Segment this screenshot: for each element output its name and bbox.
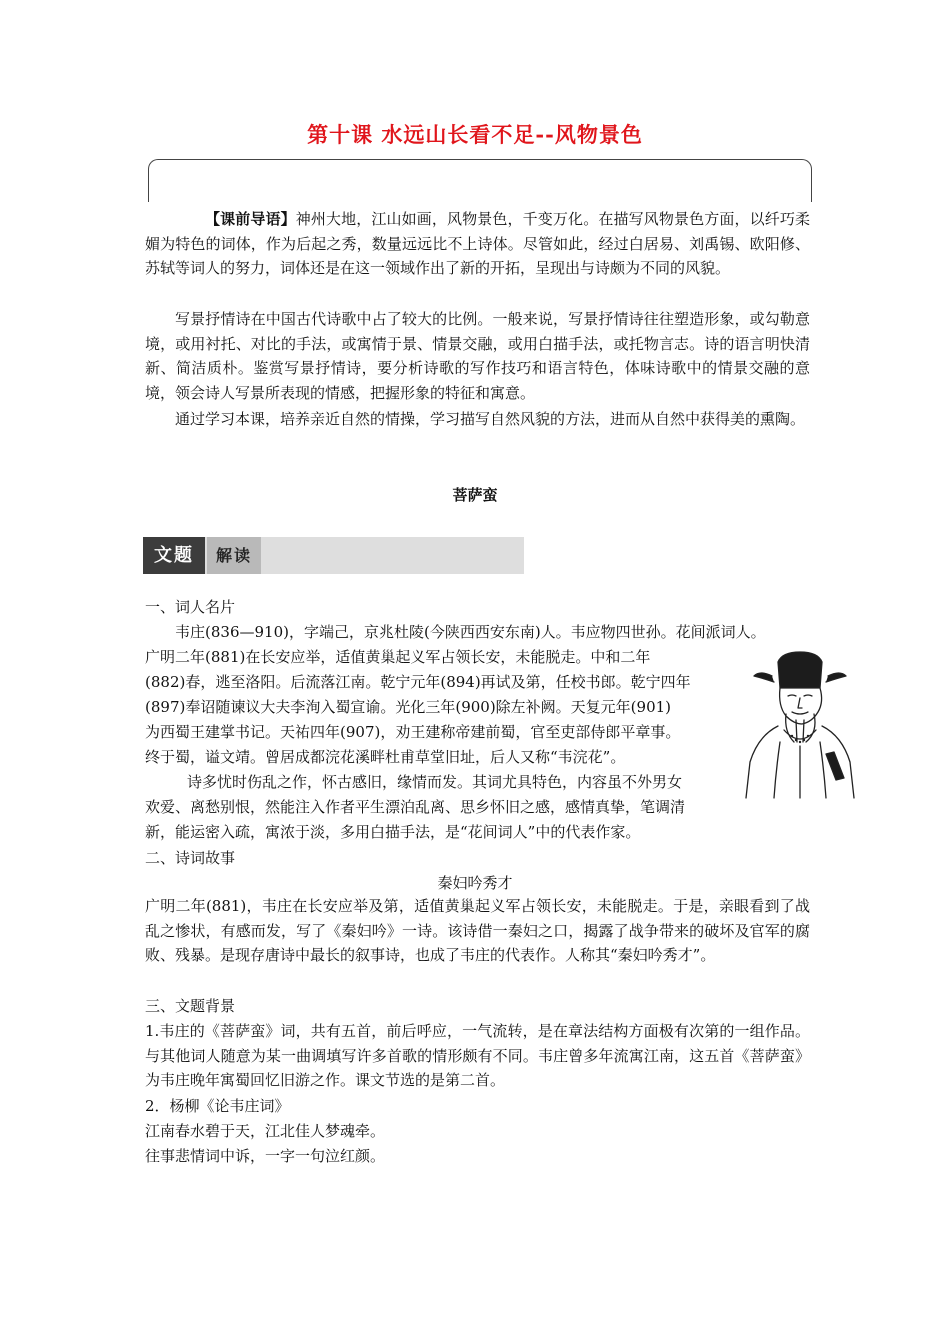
- section1-heading: 一、词人名片: [145, 598, 236, 616]
- intro-paragraph-1: [145, 207, 810, 281]
- bio-line: (897)奉诏随谏议大夫李洵入蜀宣谕。光化三年(900)除左补阙。天复元年(901): [145, 698, 672, 716]
- bio-line: 新，能运密入疏，寓浓于淡，多用白描手法，是“花间词人”中的代表作家。: [145, 823, 641, 841]
- story-title: 秦妇吟秀才: [437, 874, 513, 892]
- intro-paragraph-3: 通过学习本课，培养亲近自然的情操，学习描写自然风貌的方法，进而从自然中获得美的熏陶。: [175, 410, 806, 428]
- story-text: 广明二年(881)，韦庄在长安应举及第，适值黄巢起义军占领长安，未能脱走。于是，亲眼看到了战乱之惨状，有感而发，写了《秦妇吟》一诗。该诗借一秦妇之口，揭露了战争带来的破坏及官军的腐败、残暴。是现存唐诗中最长的叙事诗，也成了韦庄的代表作。人称其“秦妇吟秀才”。: [145, 897, 810, 964]
- section3-heading: 三、文题背景: [145, 997, 236, 1015]
- bio-line: 为西蜀王建掌书记。天祐四年(907)，劝王建称帝建前蜀，官至吏部侍郎平章事。: [145, 723, 681, 741]
- intro-lead: 【课前导语】: [205, 210, 296, 228]
- verse-line-1: 江南春水碧于天，江北佳人梦魂牵。: [145, 1122, 386, 1140]
- poet-portrait: [740, 650, 860, 800]
- bio-line: 终于蜀，谥文靖。曾居成都浣花溪畔杜甫草堂旧址，后人又称“韦浣花”。: [145, 748, 626, 766]
- section2-heading: 二、诗词故事: [145, 849, 236, 867]
- banner-label-2: 解读: [207, 537, 261, 574]
- bio-line: (882)春，逃至洛阳。后流落江南。乾宁元年(894)再试及第，任校书郎。乾宁四年: [145, 673, 691, 691]
- poem-title: 菩萨蛮: [452, 486, 498, 504]
- intro-paragraph-2: 写景抒情诗在中国古代诗歌中占了较大的比例。一般来说，写景抒情诗往往塑造形象，或勾勒意境，或用衬托、对比的手法，或寓情于景、情景交融，或用白描手法，或托物言志。诗的语言明快清新、简洁质朴。鉴赏写景抒情诗，要分析诗歌的写作技巧和语言特色，体味诗歌中的情景交融的意境，领会诗人写景所表现的情感，把握形象的特征和寓意。: [145, 310, 810, 402]
- intro-text-1: 神州大地，江山如画，风物景色，千变万化。在描写风物景色方面，以纤巧柔媚为特色的词体，作为后起之秀，数量远远比不上诗体。尽管如此，经过白居易、刘禹锡、欧阳修、苏轼等词人的努力，词体还是在这一领域作出了新的开拓，呈现出与诗颇为不同的风貌。: [145, 210, 810, 277]
- intro-frame: [148, 159, 812, 202]
- section-banner: [143, 537, 524, 574]
- banner-label-1: 文题: [143, 537, 205, 574]
- page-title: 第十课 水远山长看不足--风物景色: [307, 122, 643, 147]
- bio-line: 韦庄(836—910)，字端己，京兆杜陵(今陕西西安东南)人。韦应物四世孙。花间派词人。: [175, 623, 766, 641]
- bio-line: 欢爱、离愁别恨，然能注入作者平生漂泊乱离、思乡怀旧之感，感情真挚，笔调清: [145, 798, 686, 816]
- bio-line: 广明二年(881)在长安应举，适值黄巢起义军占领长安，未能脱走。中和二年: [145, 648, 651, 666]
- verse-line-2: 往事悲情词中诉，一字一句泣红颜。: [145, 1147, 386, 1165]
- background-item-2: 2．杨柳《论韦庄词》: [145, 1097, 290, 1115]
- background-item-1: 1.韦庄的《菩萨蛮》词，共有五首，前后呼应，一气流转，是在章法结构方面极有次第的一组作品。与其他词人随意为某一曲调填写许多首歌的情形颇有不同。韦庄曾多年流寓江南，这五首《菩萨蛮》为韦庄晚年寓蜀回忆旧游之作。课文节选的是第二首。: [145, 1022, 810, 1089]
- bio-line: 诗多忧时伤乱之作，怀古感旧，缘情而发。其词尤具特色，内容虽不外男女: [187, 773, 683, 791]
